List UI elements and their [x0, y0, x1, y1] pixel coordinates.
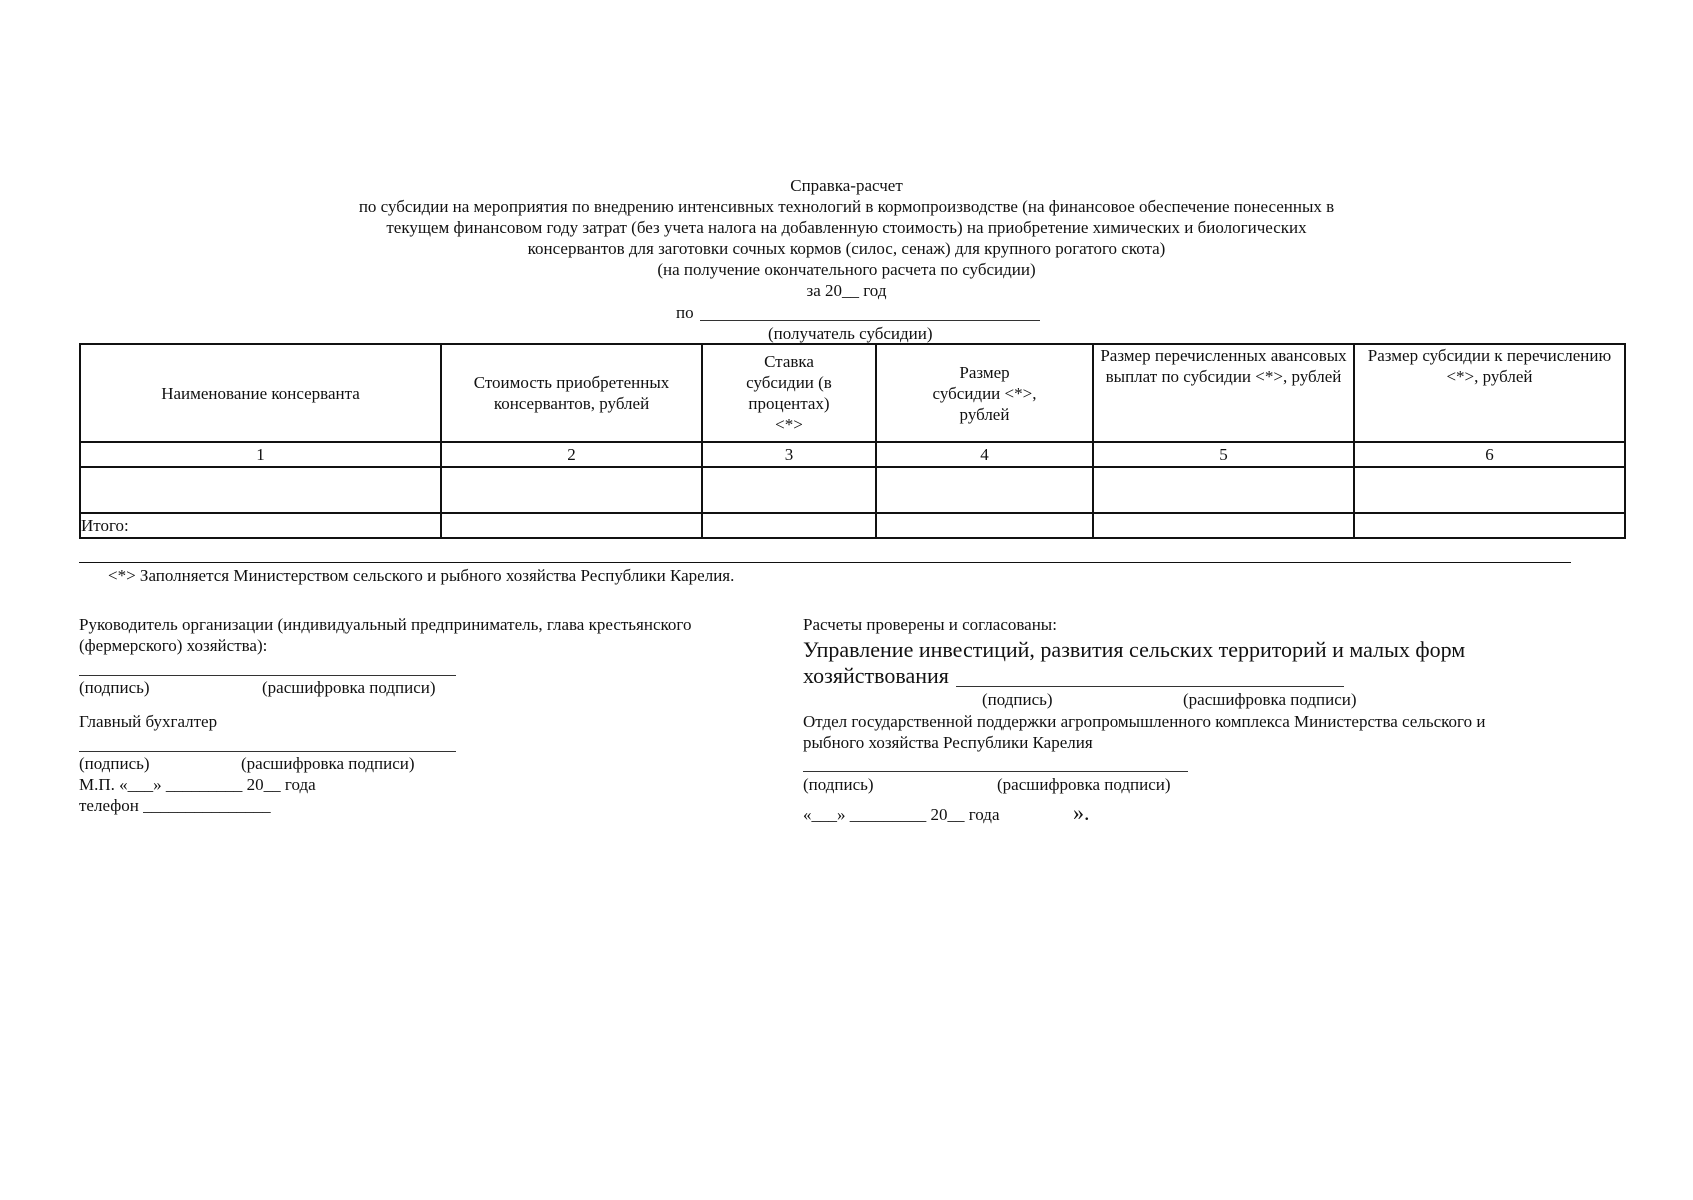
recipient-caption: (получатель субсидии) [768, 324, 933, 343]
col-header-amount: Размер субсидии <*>, рублей [876, 344, 1093, 442]
head-title-line-2: (фермерского) хозяйства): [79, 636, 268, 655]
table-cell[interactable] [1354, 513, 1625, 538]
head-decode-caption: (расшифровка подписи) [262, 678, 436, 697]
col-header-rate: Ставка субсидии (в процентах) <*> [702, 344, 876, 442]
table-number-row [80, 442, 1625, 467]
year-line: за 20__ год [806, 281, 887, 300]
col-header-cost: Стоимость приобретенных консервантов, рублей [441, 344, 702, 442]
col-number: 5 [1093, 442, 1354, 467]
footnote-separator [79, 562, 1571, 563]
subtitle-line-1: по субсидии на мероприятия по внедрению интенсивных технологий в кормопроизводстве (на финансовое обеспечение понесенных в [358, 197, 1335, 216]
subsidy-table [79, 343, 1626, 539]
document-header [0, 175, 1693, 301]
department-decode-caption: (расшифровка подписи) [1183, 690, 1357, 709]
subtitle-line-4: (на получение окончательного расчета по субсидии) [657, 260, 1036, 279]
subtitle-line-2: текущем финансовом году затрат (без учета налога на добавленную стоимость) на приобретение химических и биологических [386, 218, 1307, 237]
phone-line: телефон _______________ [79, 796, 271, 815]
col-number: 3 [702, 442, 876, 467]
department-sign-caption: (подпись) [982, 690, 1053, 709]
table-cell[interactable] [80, 467, 441, 513]
table-cell[interactable] [1093, 467, 1354, 513]
closing-quote: ». [1073, 800, 1090, 825]
table-cell[interactable] [441, 467, 702, 513]
table-total-row [80, 513, 1625, 538]
col-number: 1 [80, 442, 441, 467]
total-label: Итого: [80, 513, 441, 538]
accountant-signature-line[interactable] [79, 751, 456, 752]
department-line-1: Управление инвестиций, развития сельских территорий и малых форм [803, 637, 1466, 662]
col-number: 6 [1354, 442, 1625, 467]
head-signature-line[interactable] [79, 675, 456, 676]
stamp-date-line: М.П. «___» _________ 20__ года [79, 775, 316, 794]
col-number: 2 [441, 442, 702, 467]
head-title-line-1: Руководитель организации (индивидуальный предприниматель, глава крестьянского [79, 615, 692, 634]
approval-date-line: «___» _________ 20__ года [803, 805, 1000, 824]
table-cell[interactable] [702, 513, 876, 538]
checked-label: Расчеты проверены и согласованы: [803, 615, 1057, 634]
col-header-advance: Размер перечисленных авансовых выплат по субсидии <*>, рублей [1093, 344, 1354, 442]
office-signature-line[interactable] [803, 771, 1188, 772]
accountant-label: Главный бухгалтер [79, 712, 218, 731]
col-number: 4 [876, 442, 1093, 467]
table-cell[interactable] [1354, 467, 1625, 513]
subtitle-line-3: консервантов для заготовки сочных кормов (силос, сенаж) для крупного рогатого скота) [527, 239, 1166, 258]
table-cell[interactable] [1093, 513, 1354, 538]
table-cell[interactable] [441, 513, 702, 538]
accountant-decode-caption: (расшифровка подписи) [241, 754, 415, 773]
table-cell[interactable] [702, 467, 876, 513]
recipient-line[interactable] [700, 320, 1040, 321]
office-line-2: рыбного хозяйства Республики Карелия [803, 733, 1093, 752]
table-cell[interactable] [876, 513, 1093, 538]
col-header-name: Наименование консерванта [80, 344, 441, 442]
department-signature-line[interactable] [956, 686, 1344, 687]
department-line-2: хозяйствования [803, 663, 949, 688]
document-title: Справка-расчет [790, 176, 903, 195]
footnote: <*> Заполняется Министерством сельского и рыбного хозяйства Республики Карелия. [108, 566, 735, 585]
table-header-row [80, 344, 1625, 442]
office-sign-caption: (подпись) [803, 775, 874, 794]
table-row [80, 467, 1625, 513]
po-label: по [676, 303, 694, 322]
col-header-to-transfer: Размер субсидии к перечислению <*>, рублей [1354, 344, 1625, 442]
office-line-1: Отдел государственной поддержки агропромышленного комплекса Министерства сельского и [803, 712, 1486, 731]
table-cell[interactable] [876, 467, 1093, 513]
office-decode-caption: (расшифровка подписи) [997, 775, 1171, 794]
accountant-sign-caption: (подпись) [79, 754, 150, 773]
head-sign-caption: (подпись) [79, 678, 150, 697]
